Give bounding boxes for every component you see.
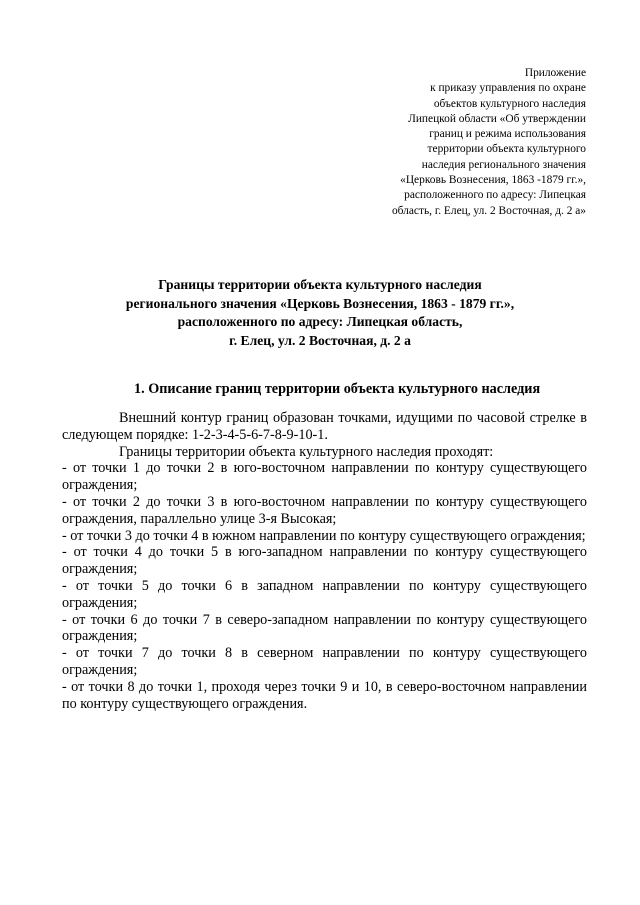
appendix-line: Приложение xyxy=(524,67,586,79)
section-body xyxy=(62,410,587,712)
boundary-item: - от точки 8 до точки 1, проходя через точки 9 и 10, в северо-восточном направлении по контуру существующего ограждения. xyxy=(62,678,587,712)
document-title xyxy=(80,276,560,350)
appendix-line: область, г. Елец, ул. 2 Восточная, д. 2 а» xyxy=(391,204,586,217)
appendix-line: границ и режима использования xyxy=(429,128,586,141)
appendix-line: наследия регионального значения xyxy=(421,158,586,171)
intro-paragraph: Внешний контур границ образован точками, идущими по часовой стрелке в следующем порядке: 1-2-3-4-5-6-7-8-9-10-1. xyxy=(62,410,587,443)
boundary-item: - от точки 7 до точки 8 в северном направлении по контуру существующего ограждения; xyxy=(62,645,587,678)
section-heading: 1. Описание границ территории объекта культурного наследия xyxy=(134,381,541,397)
title-line: г. Елец, ул. 2 Восточная, д. 2 а xyxy=(229,332,411,348)
boundary-item: - от точки 4 до точки 5 в юго-западном направлении по контуру существующего ограждения; xyxy=(62,544,587,578)
boundary-intro: Границы территории объекта культурного наследия проходят: xyxy=(119,443,494,460)
boundary-item: - от точки 1 до точки 2 в юго-восточном направлении по контуру существующего ограждения; xyxy=(62,460,587,494)
appendix-line: объектов культурного наследия xyxy=(433,97,586,110)
appendix-line: Липецкой области «Об утверждении xyxy=(408,112,586,125)
boundary-item: - от точки 5 до точки 6 в западном направлении по контуру существующего ограждения; xyxy=(62,577,587,611)
title-line: расположенного по адресу: Липецкая область, xyxy=(177,314,463,329)
appendix-header xyxy=(306,66,586,219)
appendix-line: территории объекта культурного xyxy=(427,143,586,156)
title-line: Границы территории объекта культурного наследия xyxy=(158,277,482,292)
boundary-item: - от точки 3 до точки 4 в южном направлении по контуру существующего ограждения; xyxy=(62,527,586,544)
boundary-item: - от точки 2 до точки 3 в юго-восточном направлении по контуру существующего ограждения, параллельно улице 3-я Высокая; xyxy=(62,493,587,527)
appendix-line: к приказу управления по охране xyxy=(430,82,586,95)
appendix-line: «Церковь Вознесения, 1863 -1879 гг.», xyxy=(400,174,586,187)
boundary-item: - от точки 6 до точки 7 в северо-западном направлении по контуру существующего ограждения; xyxy=(62,611,587,645)
appendix-line: расположенного по адресу: Липецкая xyxy=(404,189,586,202)
title-line: регионального значения «Церковь Вознесения, 1863 - 1879 гг.», xyxy=(125,295,515,311)
